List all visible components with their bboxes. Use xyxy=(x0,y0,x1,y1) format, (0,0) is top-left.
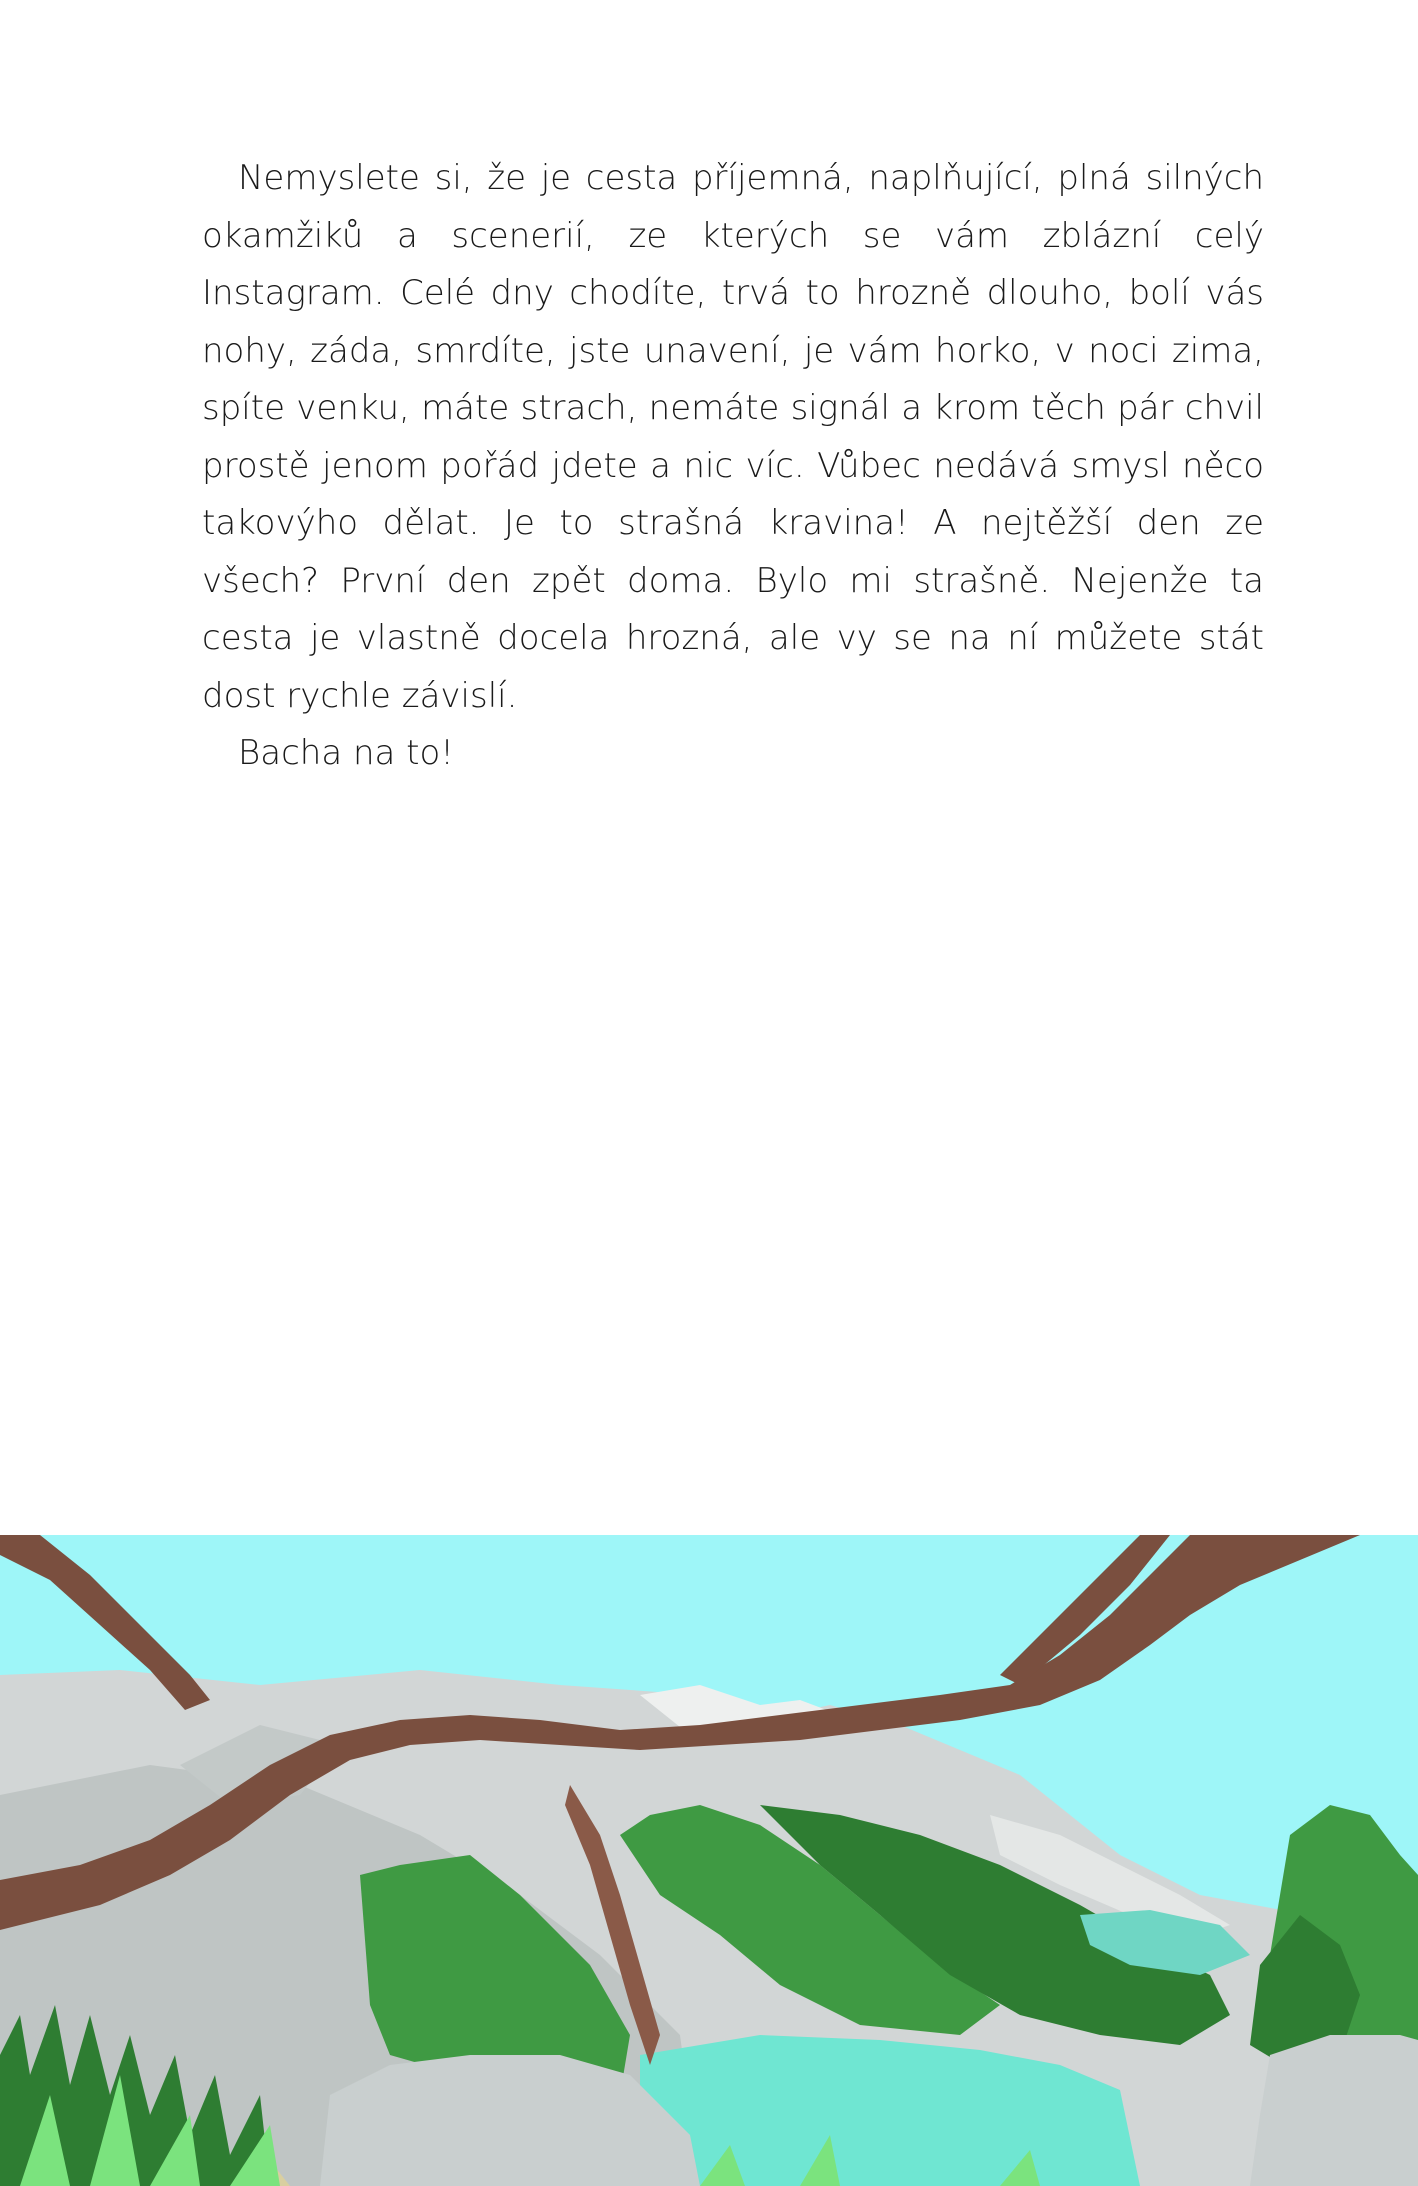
paragraph-closing: Bacha na to! xyxy=(238,733,454,773)
landscape-illustration xyxy=(0,1535,1418,2186)
rock-right xyxy=(1250,2035,1418,2186)
paragraph: Nemyslete si, že je cesta příjemná, naplňující, plná silných okamžiků a scenerií, ze kterých se vám zblázní celý Instagram. Celé dny chodíte, trvá to hrozně dlouho, bolí vás nohy, záda, smrdíte, jste unavení, je vám horko, v noci zima, spíte venku, máte strach, nemáte signál a krom těch pár chvil prostě jenom pořád jdete a nic víc. Vůbec nedává smysl něco takovýho dělat. Je to strašná kravina! A nejtěžší den ze všech? První den zpět doma. Bylo mi strašně. Nejenže ta cesta je vlastně docela hrozná, ale vy se na ní můžete stát dost rychle závislí. xyxy=(202,158,1264,716)
landscape-svg xyxy=(0,1535,1418,2186)
body-text xyxy=(202,150,1264,783)
